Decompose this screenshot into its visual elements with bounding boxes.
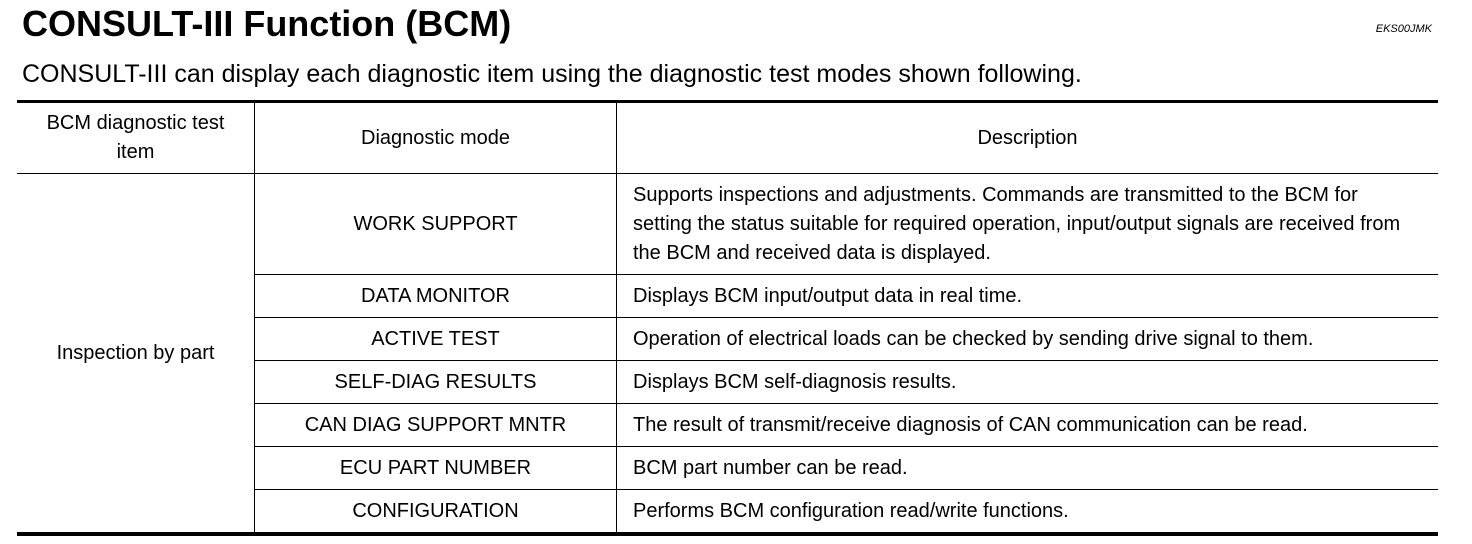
mode-cell: ECU PART NUMBER (255, 447, 617, 490)
description-cell: Supports inspections and adjustments. Commands are transmitted to the BCM for setting the status suitable for required operation, input/output signals are received from the BCM and received data is displayed. (617, 174, 1439, 275)
description-cell: Displays BCM self-diagnosis results. (617, 361, 1439, 404)
table-row (17, 174, 1438, 275)
diagnostic-modes-table (17, 100, 1438, 536)
table-header-row (17, 102, 1438, 174)
mode-cell: CAN DIAG SUPPORT MNTR (255, 404, 617, 447)
mode-cell: WORK SUPPORT (255, 174, 617, 275)
document-code: EKS00JMK (1375, 23, 1432, 35)
description-cell: The result of transmit/receive diagnosis of CAN communication can be read. (617, 404, 1439, 447)
description-cell: Displays BCM input/output data in real time. (617, 275, 1439, 318)
page-title: CONSULT-III Function (BCM) (22, 3, 512, 44)
description-cell: BCM part number can be read. (617, 447, 1439, 490)
column-header-description: Description (617, 102, 1439, 174)
column-header-diagnostic-mode: Diagnostic mode (255, 102, 617, 174)
mode-cell: CONFIGURATION (255, 490, 617, 535)
intro-text: CONSULT-III can display each diagnostic item using the diagnostic test modes shown following. (22, 60, 1082, 88)
test-item-cell: Inspection by part (17, 174, 255, 535)
column-header-test-item: BCM diagnostic test item (17, 102, 255, 174)
description-cell: Performs BCM configuration read/write functions. (617, 490, 1439, 535)
mode-cell: SELF-DIAG RESULTS (255, 361, 617, 404)
mode-cell: ACTIVE TEST (255, 318, 617, 361)
mode-cell: DATA MONITOR (255, 275, 617, 318)
description-cell: Operation of electrical loads can be checked by sending drive signal to them. (617, 318, 1439, 361)
